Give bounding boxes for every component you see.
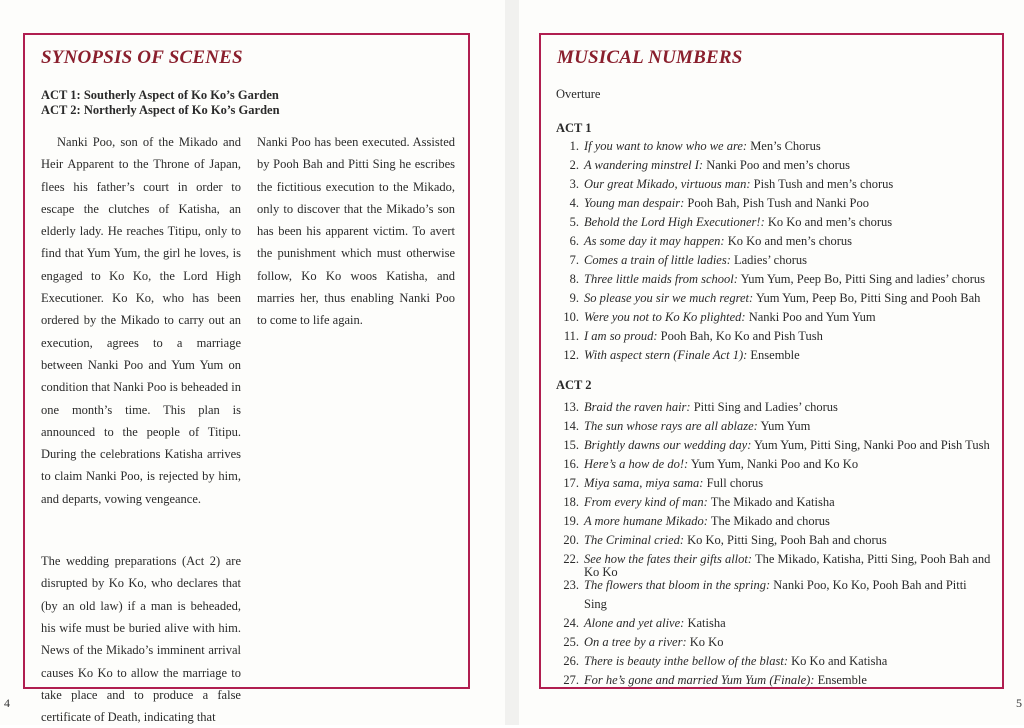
item-number: 13.: [563, 400, 579, 414]
performers: Yum Yum, Peep Bo, Pitti Sing and ladies’ chorus: [740, 272, 986, 286]
overture-label: Overture: [556, 87, 601, 101]
item-text: [584, 576, 992, 614]
musical-number-item: [556, 156, 992, 175]
musical-number-item: [556, 270, 992, 289]
musical-number-item: [556, 550, 992, 579]
item-number: 8.: [569, 272, 579, 286]
song-title: Were you not to Ko Ko plighted:: [584, 310, 746, 324]
item-number: 20.: [563, 533, 579, 547]
item-text: [584, 552, 992, 579]
item-number: 16.: [563, 457, 579, 471]
musical-number-item: [556, 576, 992, 614]
musical-number-item: [556, 175, 992, 194]
musical-number-item: [556, 493, 992, 512]
musical-number-item: [556, 289, 992, 308]
performers: Ladies’ chorus: [734, 253, 808, 267]
synopsis-paragraph-1: Nanki Poo, son of the Mikado and Heir Apparent to the Throne of Japan, flees his father’s court in order to escape the clutches of Katisha, an elderly lady. He reaches Titipu, only to find that Yum Yum, the girl he loves, is engaged to Ko Ko, the Lord High Executioner. Ko Ko, who has been ordered by the Mikado to carry out an execution, agrees to a marriage between Nanki Poo and Yum Yum on condition that Nanki Poo is beheaded in one month’s time. This plan is announced to the people of Titipu. During the celebrations Katisha arrives to claim Nanki Poo, is rejected by him, and departs, vowing vengeance.: [41, 135, 241, 506]
item-text: [584, 512, 992, 531]
song-title: Brightly dawns our wedding day:: [584, 438, 752, 452]
item-number: 27.: [563, 673, 579, 687]
item-number: 12.: [563, 348, 579, 362]
item-number: 25.: [563, 635, 579, 649]
item-number: 22.: [563, 552, 579, 566]
song-title: Three little maids from school:: [584, 272, 738, 286]
musical-number-item: [556, 436, 992, 455]
song-title: With aspect stern (Finale Act 1):: [584, 348, 748, 362]
musical-number-item: [556, 512, 992, 531]
synopsis-column-2: [257, 131, 455, 332]
item-number: 17.: [563, 476, 579, 490]
performers: Katisha: [687, 616, 726, 630]
performers: Ko Ko and Katisha: [791, 654, 888, 668]
item-text: [584, 270, 992, 289]
performers: Full chorus: [706, 476, 764, 490]
act2-number-list: [556, 398, 992, 690]
performers: Nanki Poo and men’s chorus: [706, 158, 850, 172]
performers: The Mikado and Katisha: [710, 495, 835, 509]
item-number: 5.: [569, 215, 579, 229]
performers: Ko Ko and men’s chorus: [727, 234, 853, 248]
synopsis-paragraph-3: Nanki Poo has been executed. Assisted by Pooh Bah and Pitti Sing he escribes the fictitious execution to the Mikado, only to discover that the Mikado’s son has been his apparent victim. To avert the punishment which must otherwise follow, Ko Ko woos Katisha, and marries her, thus enabling Nanki Poo to come to life again.: [257, 135, 455, 328]
musical-number-item: [556, 137, 992, 156]
performers: Ko Ko: [689, 635, 724, 649]
item-text: [584, 398, 992, 417]
performers: Ko Ko, Pitti Sing, Pooh Bah and chorus: [687, 533, 887, 547]
item-text: [584, 493, 992, 512]
item-text: [584, 633, 992, 652]
song-title: So please you sir we much regret:: [584, 291, 754, 305]
performers: Yum Yum: [760, 419, 811, 433]
item-text: [584, 213, 992, 232]
item-text: [584, 232, 992, 251]
act1-number-list: [556, 137, 992, 365]
item-number: 18.: [563, 495, 579, 509]
item-text: [584, 289, 992, 308]
musical-number-item: [556, 346, 992, 365]
musical-number-item: [556, 652, 992, 671]
song-title: Young man despair:: [584, 196, 685, 210]
item-text: [584, 436, 992, 455]
performers: Yum Yum, Nanki Poo and Ko Ko: [690, 457, 859, 471]
item-text: [584, 175, 992, 194]
song-title: The flowers that bloom in the spring:: [584, 578, 771, 592]
item-number: 15.: [563, 438, 579, 452]
item-text: [584, 671, 992, 690]
performers: Nanki Poo, Ko Ko, Pooh Bah and Pitti Sing: [584, 578, 967, 611]
synopsis-column-1: [41, 131, 241, 728]
musical-number-item: [556, 633, 992, 652]
item-number: 1.: [569, 139, 579, 153]
musical-number-item: [556, 232, 992, 251]
song-title: I am so proud:: [584, 329, 658, 343]
musical-number-item: [556, 531, 992, 550]
song-title: The sun whose rays are all ablaze:: [584, 419, 758, 433]
song-title: A more humane Mikado:: [584, 514, 708, 528]
musical-number-item: [556, 614, 992, 633]
song-title: On a tree by a river:: [584, 635, 687, 649]
performers: Pooh Bah, Pish Tush and Nanki Poo: [687, 196, 870, 210]
musical-number-item: [556, 417, 992, 436]
book-gutter: [505, 0, 519, 725]
performers: The Mikado, Katisha, Pitti Sing, Pooh Bah and Ko Ko: [584, 552, 991, 579]
musical-number-item: [556, 194, 992, 213]
scene-act1: ACT 1: Southerly Aspect of Ko Ko’s Garden: [41, 88, 279, 102]
item-text: [584, 346, 992, 365]
synopsis-paragraph-2: The wedding preparations (Act 2) are disrupted by Ko Ko, who declares that (by an old law) if a man is beheaded, his wife must be buried alive with him. News of the Mikado’s imminent arrival causes Ko Ko to allow the marriage to take place and to produce a false certificate of Death, indicating that: [41, 554, 241, 725]
item-number: 7.: [569, 253, 579, 267]
musical-number-item: [556, 474, 992, 493]
song-title: A wandering minstrel I:: [584, 158, 704, 172]
musical-number-item: [556, 308, 992, 327]
item-text: [584, 531, 992, 550]
song-title: As some day it may happen:: [584, 234, 725, 248]
item-text: [584, 156, 992, 175]
item-number: 4.: [569, 196, 579, 210]
musical-numbers-title: MUSICAL NUMBERS: [557, 47, 743, 68]
scene-act2: ACT 2: Northerly Aspect of Ko Ko’s Garden: [41, 103, 280, 117]
song-title: Behold the Lord High Executioner!:: [584, 215, 765, 229]
item-number: 6.: [569, 234, 579, 248]
song-title: From every kind of man:: [584, 495, 708, 509]
song-title: Alone and yet alive:: [584, 616, 685, 630]
item-number: 23.: [563, 578, 579, 592]
item-number: 24.: [563, 616, 579, 630]
item-number: 19.: [563, 514, 579, 528]
musical-number-item: [556, 671, 992, 690]
item-number: 3.: [569, 177, 579, 191]
page-number-right: 5: [1016, 696, 1022, 710]
item-number: 11.: [563, 329, 579, 343]
performers: Ko Ko and men’s chorus: [767, 215, 893, 229]
act1-heading: ACT 1: [556, 121, 592, 135]
item-text: [584, 327, 992, 346]
item-number: 2.: [569, 158, 579, 172]
item-text: [584, 652, 992, 671]
song-title: Our great Mikado, virtuous man:: [584, 177, 751, 191]
musical-number-item: [556, 398, 992, 417]
musical-number-item: [556, 213, 992, 232]
performers: Nanki Poo and Yum Yum: [748, 310, 876, 324]
performers: Ensemble: [817, 673, 867, 687]
item-text: [584, 474, 992, 493]
performers: Yum Yum, Peep Bo, Pitti Sing and Pooh Bah: [755, 291, 981, 305]
performers: Yum Yum, Pitti Sing, Nanki Poo and Pish Tush: [754, 438, 990, 452]
musical-number-item: [556, 251, 992, 270]
performers: The Mikado and chorus: [710, 514, 830, 528]
performers: Ensemble: [750, 348, 800, 362]
song-title: Miya sama, miya sama:: [584, 476, 704, 490]
left-page: [0, 0, 505, 725]
right-page: [519, 0, 1024, 725]
act2-heading: ACT 2: [556, 378, 592, 392]
item-text: [584, 251, 992, 270]
song-title: If you want to know who we are:: [584, 139, 748, 153]
item-number: 14.: [563, 419, 579, 433]
item-text: [584, 614, 992, 633]
item-text: [584, 417, 992, 436]
item-text: [584, 308, 992, 327]
item-text: [584, 455, 992, 474]
musical-numbers-frame: [539, 33, 1004, 689]
song-title: The Criminal cried:: [584, 533, 684, 547]
song-title: See how the fates their gifts allot:: [584, 552, 753, 566]
item-text: [584, 194, 992, 213]
performers: Pitti Sing and Ladies’ chorus: [693, 400, 838, 414]
performers: Pooh Bah, Ko Ko and Pish Tush: [660, 329, 823, 343]
scene-list: [41, 88, 280, 118]
item-number: 9.: [569, 291, 579, 305]
song-title: Here’s a how de do!:: [584, 457, 689, 471]
page-number-left: 4: [4, 696, 10, 710]
song-title: Comes a train of little ladies:: [584, 253, 731, 267]
musical-number-item: [556, 455, 992, 474]
synopsis-title: SYNOPSIS OF SCENES: [41, 47, 243, 68]
song-title: For he’s gone and married Yum Yum (Finale):: [584, 673, 815, 687]
item-number: 10.: [563, 310, 579, 324]
song-title: Braid the raven hair:: [584, 400, 691, 414]
musical-number-item: [556, 327, 992, 346]
performers: Men’s Chorus: [750, 139, 821, 153]
item-text: [584, 137, 992, 156]
song-title: There is beauty inthe bellow of the blast:: [584, 654, 789, 668]
item-number: 26.: [563, 654, 579, 668]
synopsis-frame: [23, 33, 470, 725]
performers: Pish Tush and men’s chorus: [753, 177, 894, 191]
